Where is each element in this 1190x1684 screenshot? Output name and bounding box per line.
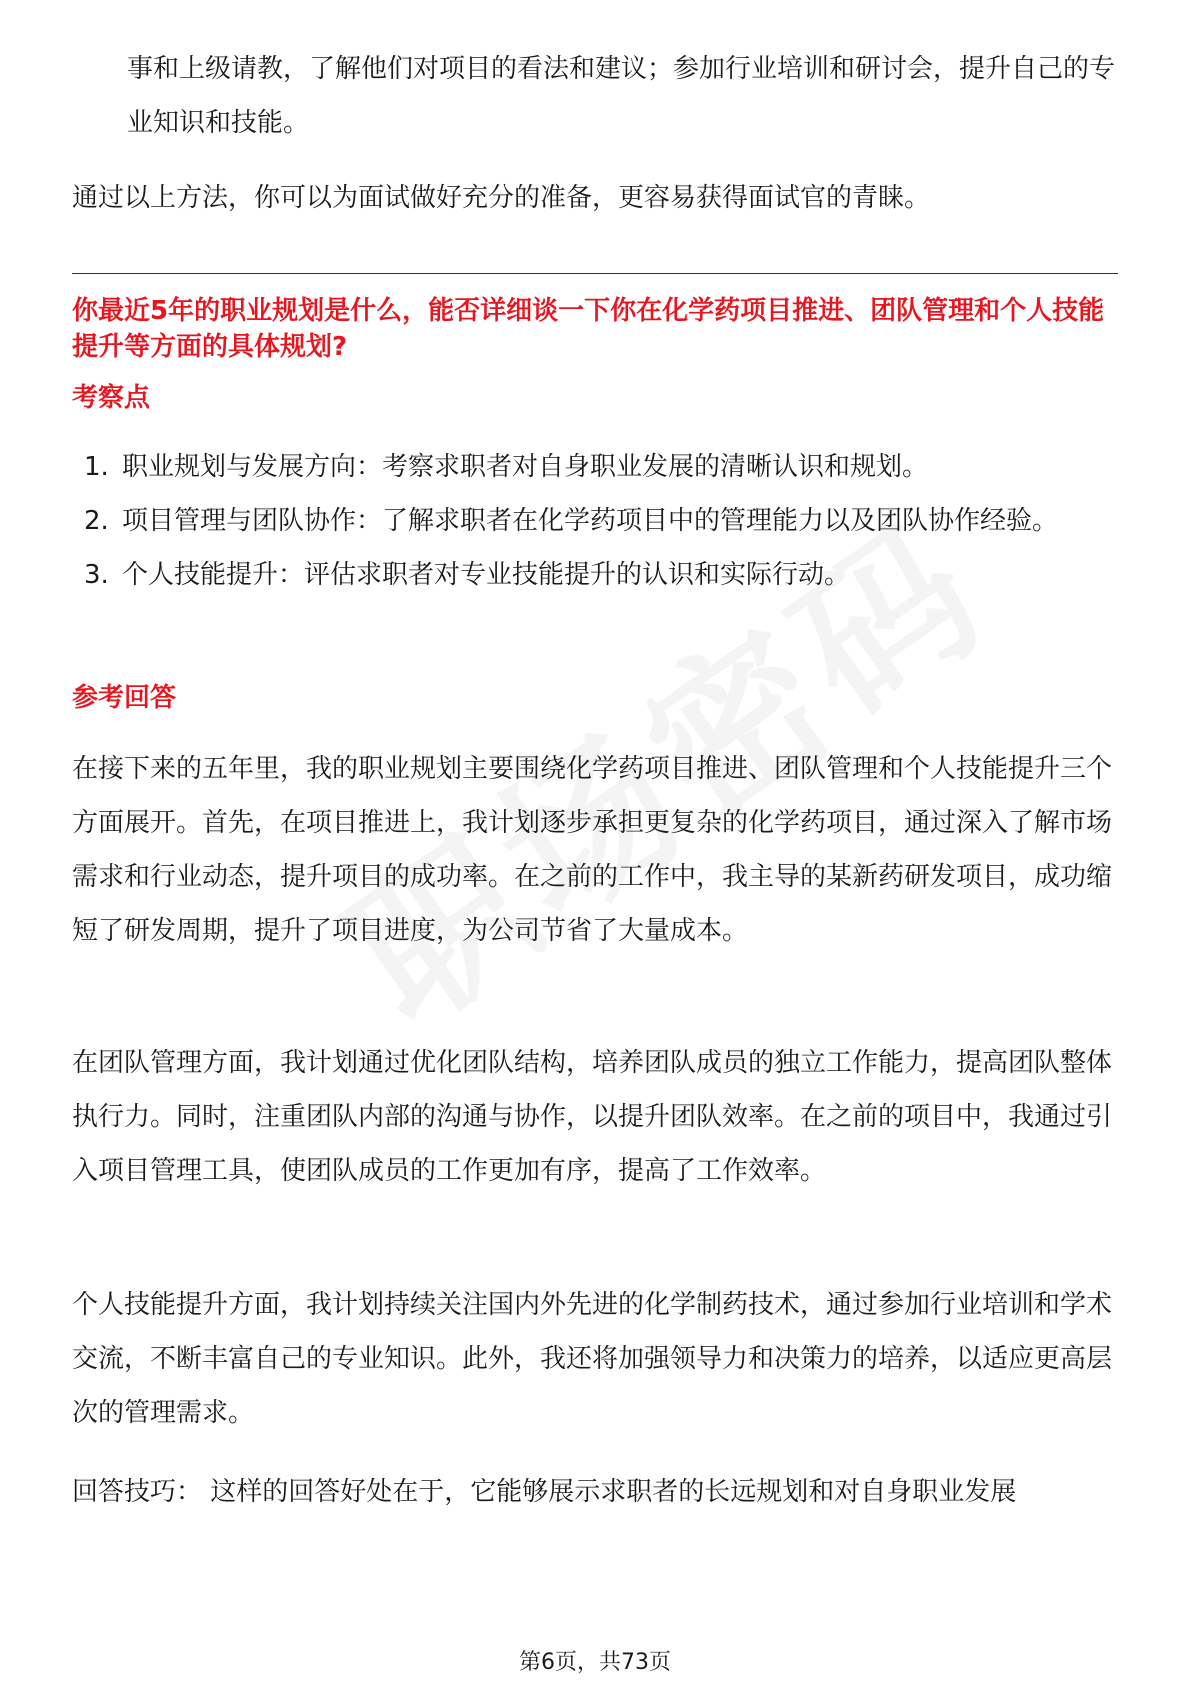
exam-points-heading: 考察点 bbox=[72, 383, 151, 413]
answer-heading: 参考回答 bbox=[72, 683, 177, 713]
page-number: 第6页，共73页 bbox=[519, 1650, 671, 1675]
list-item bbox=[72, 494, 1118, 548]
question-title: 你最近5年的职业规划是什么，能否详细谈一下你在化学药项目推进、团队管理和个人技能提升等方面的具体规划? bbox=[72, 296, 1105, 362]
exam-points-list bbox=[72, 440, 1118, 602]
closing-paragraph: 通过以上方法，你可以为面试做好充分的准备，更容易获得面试官的青睐。 bbox=[72, 183, 931, 213]
tips-paragraph: 回答技巧： 这样的回答好处在于，它能够展示求职者的长远规划和对自身职业发展 bbox=[72, 1477, 1017, 1507]
list-item bbox=[72, 548, 1118, 602]
list-text: 项目管理与团队协作：了解求职者在化学药项目中的管理能力以及团队协作经验。 bbox=[122, 506, 1059, 536]
answer-paragraph: 在团队管理方面，我计划通过优化团队结构，培养团队成员的独立工作能力，提高团队整体执行力。同时，注重团队内部的沟通与协作，以提升团队效率。在之前的项目中，我通过引入项目管理工具，使团队成员的工作更加有序，提高了工作效率。 bbox=[72, 1048, 1113, 1186]
answer-paragraph: 个人技能提升方面，我计划持续关注国内外先进的化学制药技术，通过参加行业培训和学术交流，不断丰富自己的专业知识。此外，我还将加强领导力和决策力的培养，以适应更高层次的管理需求。 bbox=[72, 1290, 1113, 1428]
list-number: 3. bbox=[84, 560, 109, 590]
list-item bbox=[72, 440, 1118, 494]
list-number: 2. bbox=[84, 506, 109, 536]
continued-paragraph: 事和上级请教，了解他们对项目的看法和建议；参加行业培训和研讨会，提升自己的专业知识和技能。 bbox=[127, 54, 1116, 138]
section-divider bbox=[72, 273, 1118, 274]
list-text: 职业规划与发展方向：考察求职者对自身职业发展的清晰认识和规划。 bbox=[122, 452, 929, 482]
list-text: 个人技能提升：评估求职者对专业技能提升的认识和实际行动。 bbox=[122, 560, 851, 590]
list-number: 1. bbox=[84, 452, 109, 482]
answer-paragraph: 在接下来的五年里，我的职业规划主要围绕化学药项目推进、团队管理和个人技能提升三个方面展开。首先，在项目推进上，我计划逐步承担更复杂的化学药项目，通过深入了解市场需求和行业动态，提升项目的成功率。在之前的工作中，我主导的某新药研发项目，成功缩短了研发周期，提升了项目进度，为公司节省了大量成本。 bbox=[72, 754, 1113, 946]
